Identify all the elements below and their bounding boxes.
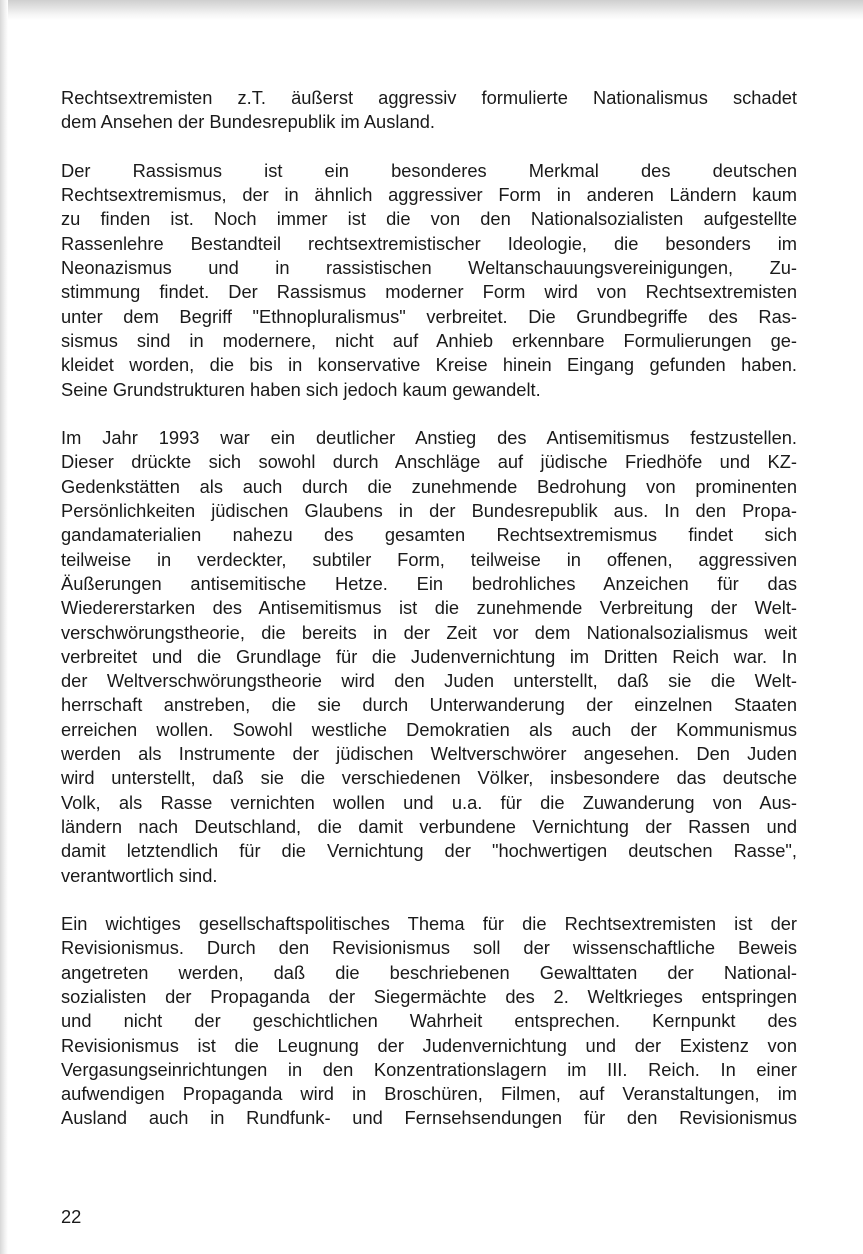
text-line: Revisionismus. Durch den Revisionismus soll der wissenschaftliche Beweis (61, 937, 797, 959)
text-line: Dieser drückte sich sowohl durch Anschläge auf jüdische Friedhöfe und KZ- (61, 451, 797, 473)
text-line: Wiedererstarken des Antisemitismus ist die zunehmende Verbreitung der Welt- (61, 597, 797, 619)
paragraph-racism (61, 159, 797, 402)
text-line: Ausland auch in Rundfunk- und Fernsehsendungen für den Revisionismus (61, 1107, 797, 1129)
text-line: Neonazismus und in rassistischen Weltanschauungsvereinigungen, Zu- (61, 257, 797, 279)
text-line: wird unterstellt, daß sie die verschiedenen Völker, insbesondere das deutsche (61, 767, 797, 789)
paragraph-nationalism (61, 86, 797, 135)
paragraph-antisemitism (61, 426, 797, 888)
text-line: herrschaft anstreben, die sie durch Unterwanderung der einzelnen Staaten (61, 694, 797, 716)
text-line: Volk, als Rasse vernichten wollen und u.a. für die Zuwanderung von Aus- (61, 791, 797, 813)
text-line: Rechtsextremismus, der in ähnlich aggressiver Form in anderen Ländern kaum (61, 184, 797, 206)
text-line: Seine Grundstrukturen haben sich jedoch kaum gewandelt. (61, 378, 541, 400)
text-line: stimmung findet. Der Rassismus moderner Form wird von Rechtsextremisten (61, 281, 797, 303)
text-line: unter dem Begriff "Ethnopluralismus" verbreitet. Die Grundbegriffe des Ras- (61, 305, 797, 327)
page-number: 22 (61, 1206, 82, 1227)
text-line: Vergasungseinrichtungen in den Konzentrationslagern im III. Reich. In einer (61, 1058, 797, 1080)
text-line: Äußerungen antisemitische Hetze. Ein bedrohliches Anzeichen für das (61, 572, 797, 594)
paragraph-revisionism (61, 912, 797, 1131)
text-line: erreichen wollen. Sowohl westliche Demokratien als auch der Kommunismus (61, 718, 797, 740)
scan-edge-top (0, 0, 863, 20)
text-line: zu finden ist. Noch immer ist die von den Nationalsozialisten aufgestellte (61, 208, 797, 230)
text-line: Ein wichtiges gesellschaftspolitisches Thema für die Rechtsextremisten ist der (61, 913, 797, 935)
text-line: teilweise in verdeckter, subtiler Form, teilweise in offenen, aggressiven (61, 548, 797, 570)
text-line: Rechtsextremisten z.T. äußerst aggressiv formulierte Nationalismus schadet (61, 87, 797, 108)
text-line: Revisionismus ist die Leugnung der Judenvernichtung und der Existenz von (61, 1034, 797, 1056)
text-line: verschwörungstheorie, die bereits in der Zeit vor dem Nationalsozialismus weit (61, 621, 797, 643)
text-line: Der Rassismus ist ein besonderes Merkmal des deutschen (61, 159, 797, 181)
text-line: verantwortlich sind. (61, 864, 218, 886)
document-page (61, 86, 797, 1155)
text-line: Persönlichkeiten jüdischen Glaubens in der Bundesrepublik aus. In den Propa- (61, 500, 797, 522)
text-line: gandamaterialien nahezu des gesamten Rechtsextremismus findet sich (61, 524, 797, 546)
text-line: damit letztendlich für die Vernichtung der "hochwertigen deutschen Rasse", (61, 840, 797, 862)
text-line: werden als Instrumente der jüdischen Weltverschwörer angesehen. Den Juden (61, 743, 797, 765)
text-line: sismus sind in modernere, nicht auf Anhieb erkennbare Formulierungen ge- (61, 329, 797, 351)
text-line: Rassenlehre Bestandteil rechtsextremistischer Ideologie, die besonders im (61, 232, 797, 254)
text-line: sozialisten der Propaganda der Siegermächte des 2. Weltkrieges entspringen (61, 985, 797, 1007)
text-line: und nicht der geschichtlichen Wahrheit entsprechen. Kernpunkt des (61, 1010, 797, 1032)
text-line: Gedenkstätten als auch durch die zunehmende Bedrohung von prominenten (61, 475, 797, 497)
text-line: verbreitet und die Grundlage für die Judenvernichtung im Dritten Reich war. In (61, 645, 797, 667)
text-line: der Weltverschwörungstheorie wird den Juden unterstellt, daß sie die Welt- (61, 670, 797, 692)
text-line: angetreten werden, daß die beschriebenen Gewalttaten der National- (61, 961, 797, 983)
scan-edge-left (0, 0, 8, 1254)
text-line: dem Ansehen der Bundesrepublik im Ausland. (61, 111, 435, 133)
text-line: aufwendigen Propaganda wird in Broschüren, Filmen, auf Veranstaltungen, im (61, 1083, 797, 1105)
text-line: Im Jahr 1993 war ein deutlicher Anstieg des Antisemitismus festzustellen. (61, 427, 797, 449)
text-line: ländern nach Deutschland, die damit verbundene Vernichtung der Rassen und (61, 815, 797, 837)
text-line: kleidet worden, die bis in konservative Kreise hinein Eingang gefunden haben. (61, 354, 797, 376)
